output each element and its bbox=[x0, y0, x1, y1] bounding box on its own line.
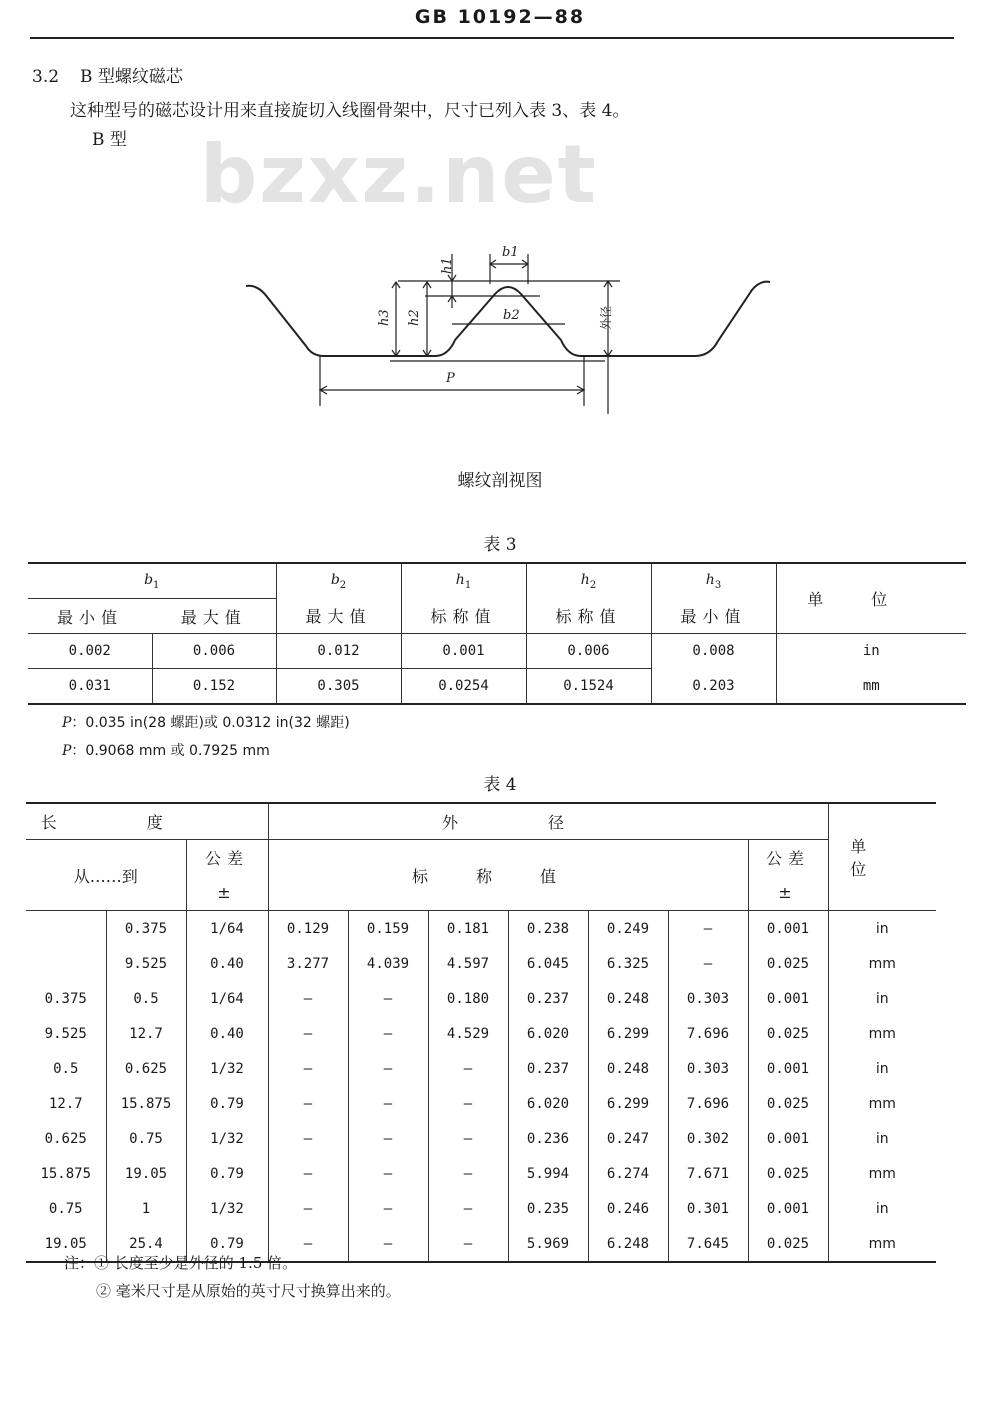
table-cell: 0.181 bbox=[428, 911, 508, 947]
table-cell: 1/64 bbox=[186, 911, 268, 947]
label-pitch: P bbox=[446, 371, 455, 386]
table-cell: 1/32 bbox=[186, 1121, 268, 1156]
table-cell: 25.4 bbox=[106, 1226, 186, 1262]
table-cell: 0.025 bbox=[748, 1086, 828, 1121]
table-cell: 0.001 bbox=[748, 981, 828, 1016]
table-cell: 0.625 bbox=[44, 1130, 87, 1147]
header-diameter-pm: ± bbox=[748, 875, 828, 911]
table-row bbox=[26, 1156, 936, 1191]
table-cell: in bbox=[828, 1191, 936, 1226]
table-cell: in bbox=[828, 1051, 936, 1086]
table-cell: 0.249 bbox=[588, 911, 668, 947]
table-row bbox=[26, 1191, 936, 1226]
section-number: 3.2 bbox=[32, 67, 60, 87]
table-row bbox=[26, 946, 936, 981]
label-outer-diameter: 外径 bbox=[599, 305, 613, 330]
table-cell: 0.237 bbox=[508, 1051, 588, 1086]
table-cell: — bbox=[348, 1016, 428, 1051]
table-row bbox=[26, 1051, 936, 1086]
table-row: 0.002 0.006 0.012 0.001 0.006 0.008 in bbox=[28, 634, 966, 669]
table-cell: 6.020 bbox=[508, 1086, 588, 1121]
header-h2-nominal: 标称值 bbox=[526, 599, 651, 634]
table-cell: 0.247 bbox=[588, 1121, 668, 1156]
table-cell: 6.299 bbox=[588, 1016, 668, 1051]
table-cell: 12.7 bbox=[48, 1095, 83, 1112]
label-b1: b1 bbox=[502, 245, 519, 260]
table-cell: — bbox=[428, 1226, 508, 1262]
table-cell: 0.001 bbox=[748, 1051, 828, 1086]
note-1: 注：① 长度至少是外径的 1.5 倍。 bbox=[64, 1254, 298, 1272]
table-cell: — bbox=[668, 911, 748, 947]
table-cell: — bbox=[348, 981, 428, 1016]
table-cell: — bbox=[428, 1086, 508, 1121]
table-cell: 19.05 bbox=[44, 1235, 87, 1252]
table-cell: — bbox=[428, 1156, 508, 1191]
table-cell: 0.001 bbox=[748, 911, 828, 947]
table-cell: — bbox=[348, 1156, 428, 1191]
header-b1-max: 最大值 bbox=[180, 607, 247, 627]
table-row bbox=[26, 911, 936, 947]
table-cell: — bbox=[268, 1191, 348, 1226]
table4-title: 表 4 bbox=[483, 775, 517, 795]
watermark: bzxz.net bbox=[200, 128, 598, 221]
table-cell: 0.248 bbox=[588, 981, 668, 1016]
table-cell: 12.7 bbox=[106, 1016, 186, 1051]
table-cell: 4.597 bbox=[428, 946, 508, 981]
table-cell: 0.79 bbox=[186, 1226, 268, 1262]
header-unit: 单位 bbox=[776, 563, 966, 634]
table-row bbox=[26, 1016, 936, 1051]
table-cell: 0.302 bbox=[668, 1121, 748, 1156]
table-cell: — bbox=[268, 981, 348, 1016]
header-h2: $h_2$ bbox=[526, 563, 651, 599]
table-cell: 6.274 bbox=[588, 1156, 668, 1191]
table-cell: — bbox=[428, 1191, 508, 1226]
table-cell: 0.5 bbox=[106, 981, 186, 1016]
header-b1-min: 最小值 bbox=[56, 607, 123, 627]
label-h3: h3 bbox=[377, 309, 392, 326]
table-cell: 0.248 bbox=[588, 1051, 668, 1086]
table-cell: — bbox=[428, 1051, 508, 1086]
table-cell: 4.529 bbox=[428, 1016, 508, 1051]
table-cell: 0.025 bbox=[748, 946, 828, 981]
table-cell: — bbox=[348, 1086, 428, 1121]
table-cell: 0.375 bbox=[44, 990, 87, 1007]
label-h1: h1 bbox=[440, 257, 455, 274]
table-cell: 0.001 bbox=[748, 1191, 828, 1226]
table-cell: in bbox=[828, 981, 936, 1016]
diagram-caption: 螺纹剖视图 bbox=[457, 471, 543, 491]
table-cell: 4.039 bbox=[348, 946, 428, 981]
table-cell: 6.325 bbox=[588, 946, 668, 981]
table-cell: in bbox=[828, 911, 936, 947]
table-cell: 6.020 bbox=[508, 1016, 588, 1051]
table-cell: in bbox=[828, 1121, 936, 1156]
table-row bbox=[26, 1086, 936, 1121]
table-cell: 1/32 bbox=[186, 1191, 268, 1226]
header-length-tolerance: 公差 bbox=[186, 840, 268, 876]
table-cell: — bbox=[268, 1121, 348, 1156]
standard-code: GB 10192—88 bbox=[414, 6, 586, 28]
table-cell: — bbox=[348, 1051, 428, 1086]
table-row: 0.031 0.152 0.305 0.0254 0.1524 0.203 mm bbox=[28, 669, 966, 705]
table-cell: 0.79 bbox=[186, 1156, 268, 1191]
table-cell: — bbox=[348, 1226, 428, 1262]
table-cell: — bbox=[268, 1156, 348, 1191]
table-cell: 0.79 bbox=[186, 1086, 268, 1121]
table-cell: 3.277 bbox=[268, 946, 348, 981]
table-cell: 0.5 bbox=[53, 1060, 79, 1077]
table-cell: 7.671 bbox=[668, 1156, 748, 1191]
table-cell: — bbox=[268, 1226, 348, 1262]
table-cell: — bbox=[348, 1191, 428, 1226]
table-cell: 5.994 bbox=[508, 1156, 588, 1191]
table-cell: 0.025 bbox=[748, 1156, 828, 1191]
table-cell: 0.129 bbox=[268, 911, 348, 947]
table4 bbox=[26, 802, 936, 1263]
table-cell: 0.246 bbox=[588, 1191, 668, 1226]
pitch-note-in: P：0.035 in(28 螺距)或 0.0312 in(32 螺距) bbox=[62, 715, 350, 731]
table-cell: 6.045 bbox=[508, 946, 588, 981]
table-cell: 1/64 bbox=[186, 981, 268, 1016]
table-cell: 0.025 bbox=[748, 1226, 828, 1262]
header-nominal: 标称值 bbox=[268, 840, 748, 911]
table-cell: mm bbox=[828, 1086, 936, 1121]
table-cell: 0.40 bbox=[186, 946, 268, 981]
table-cell: 7.696 bbox=[668, 1086, 748, 1121]
table-cell: mm bbox=[828, 1016, 936, 1051]
header-h3-min: 最小值 bbox=[651, 599, 776, 634]
label-b2: b2 bbox=[503, 308, 520, 323]
table-cell: 0.025 bbox=[748, 1016, 828, 1051]
header-unit: 单位 bbox=[828, 803, 936, 911]
header-b2: $b_2$ bbox=[276, 563, 401, 599]
header-diameter-tolerance: 公差 bbox=[748, 840, 828, 876]
section-title: B 型螺纹磁芯 bbox=[80, 67, 183, 87]
header-length: 长度 bbox=[26, 803, 268, 840]
table-cell: 1/32 bbox=[186, 1051, 268, 1086]
header-rule bbox=[30, 37, 954, 39]
table-row bbox=[26, 1121, 936, 1156]
table-cell: 1 bbox=[106, 1191, 186, 1226]
table-cell: 7.696 bbox=[668, 1016, 748, 1051]
table-cell: 9.525 bbox=[106, 946, 186, 981]
table-cell: 0.236 bbox=[508, 1121, 588, 1156]
table-cell: 0.40 bbox=[186, 1016, 268, 1051]
table-cell: 0.303 bbox=[668, 1051, 748, 1086]
header-from-to: 从……到 bbox=[26, 840, 186, 911]
table3 bbox=[28, 562, 966, 705]
pitch-note-mm: P：0.9068 mm 或 0.7925 mm bbox=[62, 743, 270, 759]
section-description: 这种型号的磁芯设计用来直接旋切入线圈骨架中，尺寸已列入表 3、表 4。 bbox=[70, 101, 630, 121]
table-cell: — bbox=[668, 946, 748, 981]
table-cell: — bbox=[268, 1051, 348, 1086]
note-2: ② 毫米尺寸是从原始的英寸尺寸换算出来的。 bbox=[96, 1282, 401, 1300]
table3-title: 表 3 bbox=[483, 535, 517, 555]
header-b2-max: 最大值 bbox=[276, 599, 401, 634]
table-cell: 0.301 bbox=[668, 1191, 748, 1226]
label-h2: h2 bbox=[407, 309, 422, 326]
table-cell: 0.75 bbox=[106, 1121, 186, 1156]
table-cell: 19.05 bbox=[106, 1156, 186, 1191]
table-cell: — bbox=[428, 1121, 508, 1156]
table-cell: 6.248 bbox=[588, 1226, 668, 1262]
table-cell: 0.625 bbox=[106, 1051, 186, 1086]
table-row bbox=[26, 981, 936, 1016]
header-length-pm: ± bbox=[186, 875, 268, 911]
table-cell: 0.180 bbox=[428, 981, 508, 1016]
table-cell: 15.875 bbox=[106, 1086, 186, 1121]
table-cell bbox=[26, 946, 106, 981]
table-cell: mm bbox=[828, 946, 936, 981]
table-cell: 0.375 bbox=[106, 911, 186, 947]
table-cell: 7.645 bbox=[668, 1226, 748, 1262]
table-cell: 0.75 bbox=[48, 1200, 83, 1217]
table-cell: — bbox=[348, 1121, 428, 1156]
table-cell: 0.238 bbox=[508, 911, 588, 947]
header-outer-diameter: 外径 bbox=[268, 803, 828, 840]
table-cell: mm bbox=[828, 1156, 936, 1191]
table-cell: 0.159 bbox=[348, 911, 428, 947]
table-cell: 0.237 bbox=[508, 981, 588, 1016]
header-h3: $h_3$ bbox=[651, 563, 776, 599]
table-cell: — bbox=[268, 1086, 348, 1121]
table-cell: 9.525 bbox=[44, 1025, 87, 1042]
table-cell: 15.875 bbox=[40, 1165, 92, 1182]
type-label: B 型 bbox=[92, 130, 127, 150]
table4-body bbox=[26, 911, 936, 1263]
section-heading bbox=[32, 62, 183, 87]
table-cell: mm bbox=[828, 1226, 936, 1262]
table-cell: 0.001 bbox=[748, 1121, 828, 1156]
thread-section-diagram bbox=[240, 236, 800, 416]
table-cell bbox=[26, 911, 106, 947]
table-cell: 5.969 bbox=[508, 1226, 588, 1262]
table-cell: 0.303 bbox=[668, 981, 748, 1016]
table-cell: 0.235 bbox=[508, 1191, 588, 1226]
header-b1: $b_1$ bbox=[28, 563, 276, 599]
table-cell: 6.299 bbox=[588, 1086, 668, 1121]
header-h1: $h_1$ bbox=[401, 563, 526, 599]
header-h1-nominal: 标称值 bbox=[401, 599, 526, 634]
table-cell: — bbox=[268, 1016, 348, 1051]
